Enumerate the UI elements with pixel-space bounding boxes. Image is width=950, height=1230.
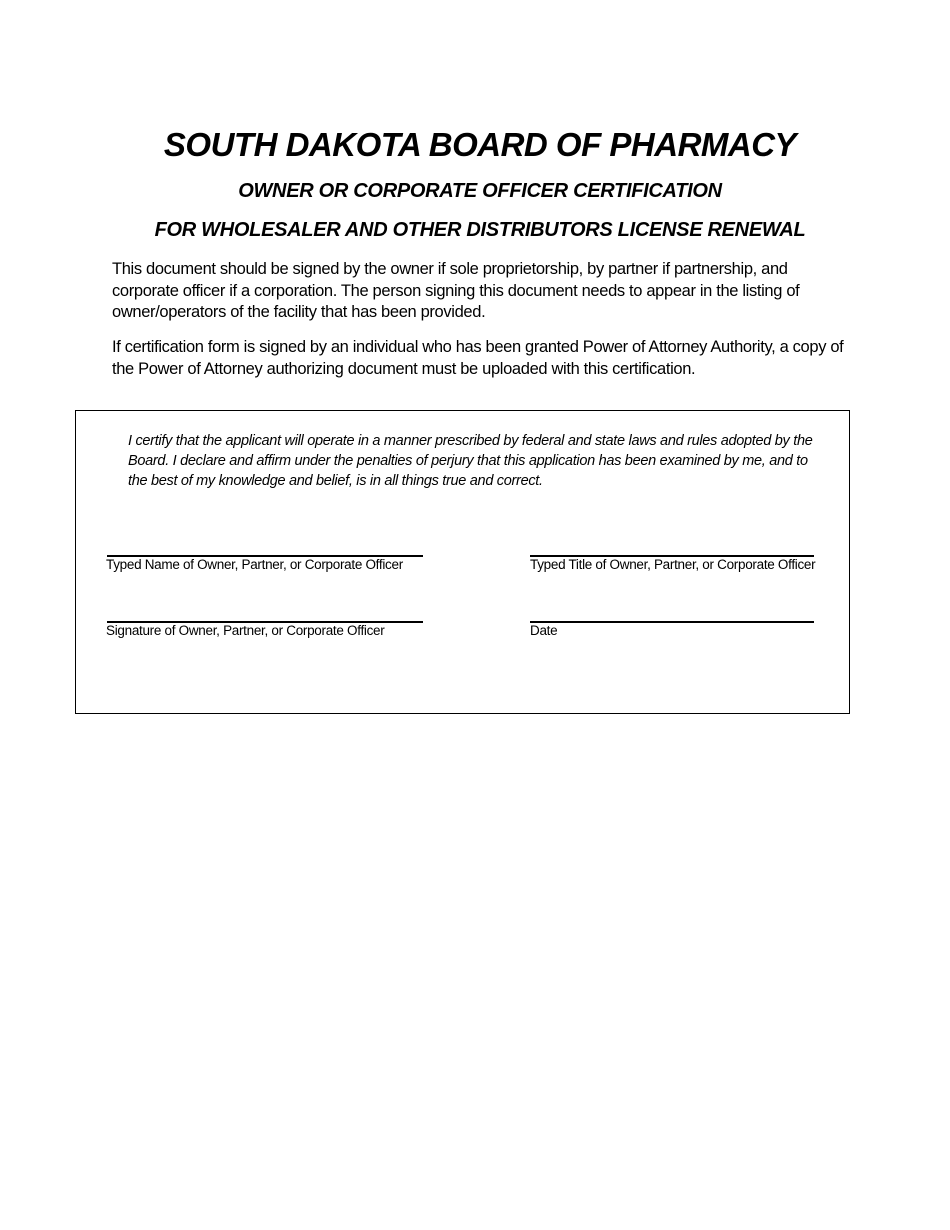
date-line[interactable] — [530, 621, 814, 623]
document-title: SOUTH DAKOTA BOARD OF PHARMACY — [163, 126, 797, 163]
date-label: Date — [530, 623, 558, 638]
signature-label: Signature of Owner, Partner, or Corporate Officer — [106, 623, 385, 638]
typed-name-label: Typed Name of Owner, Partner, or Corporate Officer — [106, 557, 403, 572]
document-subtitle-certification: OWNER OR CORPORATE OFFICER CERTIFICATION — [238, 180, 722, 202]
document-subtitle-license-renewal: FOR WHOLESALER AND OTHER DISTRIBUTORS LICENSE RENEWAL — [154, 219, 806, 241]
certification-box — [75, 410, 850, 714]
signer-instructions-paragraph: This document should be signed by the owner if sole proprietorship, by partner if partnership, and corporate officer if a corporation. The person signing this document needs to appear in the listing of owner/operators of the facility that has been provided. — [112, 260, 800, 321]
power-of-attorney-paragraph: If certification form is signed by an individual who has been granted Power of Attorney Authority, a copy of the Power of Attorney authorizing document must be uploaded with this certification. — [112, 338, 844, 378]
typed-title-label: Typed Title of Owner, Partner, or Corporate Officer — [530, 557, 816, 572]
certification-statement: I certify that the applicant will operate in a manner prescribed by federal and state laws and rules adopted by the Board. I declare and affirm under the penalties of perjury that this application has been examined by me, and to the best of my knowledge and belief, is in all things true and correct. — [128, 433, 813, 489]
